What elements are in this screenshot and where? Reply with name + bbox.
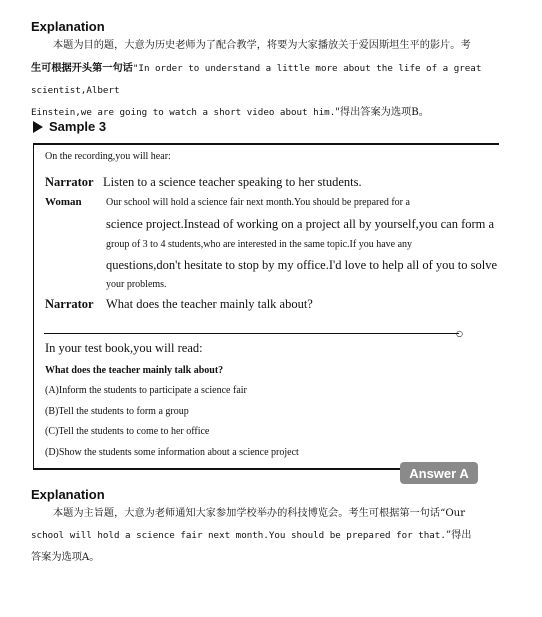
explanation-line-3: 答案为选项A。 bbox=[31, 552, 100, 563]
dialog-speaker: Woman bbox=[45, 196, 82, 208]
explanation-heading: Explanation bbox=[31, 19, 105, 34]
explanation-quote-end: Einstein,we are going to watch a short video about him. bbox=[31, 107, 336, 118]
explanation-paragraph bbox=[31, 503, 509, 569]
option-d: (D)Show the students some information about a science project bbox=[45, 447, 299, 458]
explanation-quote: school will hold a science fair next month.You should be prepared for that. bbox=[31, 530, 446, 541]
explanation-line-2 bbox=[31, 525, 509, 547]
explanation-answer: "得出答案为选项B。 bbox=[335, 107, 429, 118]
explanation-heading: Explanation bbox=[31, 487, 105, 502]
dialog-text: questions,don't hesitate to stop by my office.I'd love to help all of you to solve bbox=[106, 258, 498, 272]
dialog-text: What does the teacher mainly talk about? bbox=[106, 297, 313, 311]
explanation-quote: "In order to understand a little more about the life of a great scientist,Albert bbox=[31, 63, 482, 96]
read-intro: In your test book,you will read: bbox=[45, 341, 203, 355]
play-triangle-icon bbox=[33, 121, 43, 133]
answer-badge: Answer A bbox=[400, 462, 478, 484]
dialog-speaker: Narrator bbox=[45, 175, 94, 189]
explanation-cn: 本题为主旨题，大意为老师通知大家参加学校举办的科技博览会。考生可根据第一句话 bbox=[53, 508, 441, 519]
explanation-quote-start: “Our bbox=[440, 508, 466, 519]
dialog-text: Our school will hold a science fair next month.You should be prepared for a bbox=[106, 197, 410, 208]
explanation-line-2 bbox=[31, 57, 509, 102]
dialog-text: group of 3 to 4 students,who are interested in the same topic.If you have any bbox=[106, 239, 413, 250]
recording-intro: On the recording,you will hear: bbox=[45, 151, 171, 162]
divider-end-mark: ○ bbox=[456, 329, 463, 338]
explanation-bold-text: 生可根据开头第一句话 bbox=[31, 62, 133, 74]
dialog-speaker: Narrator bbox=[45, 297, 94, 311]
explanation-paragraph bbox=[31, 35, 509, 124]
sample-title: Sample 3 bbox=[49, 119, 107, 134]
dialog-text: science project.Instead of working on a project all by yourself,you can form a bbox=[106, 217, 495, 231]
question-text: What does the teacher mainly talk about? bbox=[45, 365, 224, 376]
dialog-text: Listen to a science teacher speaking to her students. bbox=[103, 175, 362, 189]
option-b: (B)Tell the students to form a group bbox=[45, 406, 189, 417]
sample-heading bbox=[33, 119, 106, 134]
dialog-text: your problems. bbox=[106, 279, 167, 290]
option-a: (A)Inform the students to participate a science fair bbox=[45, 385, 247, 396]
explanation-line-1: 本题为目的题，大意为历史老师为了配合教学，将要为大家播放关于爱因斯坦生平的影片。考 bbox=[53, 40, 471, 51]
explanation-line-1 bbox=[31, 503, 509, 525]
box-bottom-rule bbox=[33, 468, 409, 470]
section-divider bbox=[44, 333, 459, 334]
option-c: (C)Tell the students to come to her office bbox=[45, 426, 210, 437]
explanation-cn-end: ”得出 bbox=[445, 530, 472, 541]
